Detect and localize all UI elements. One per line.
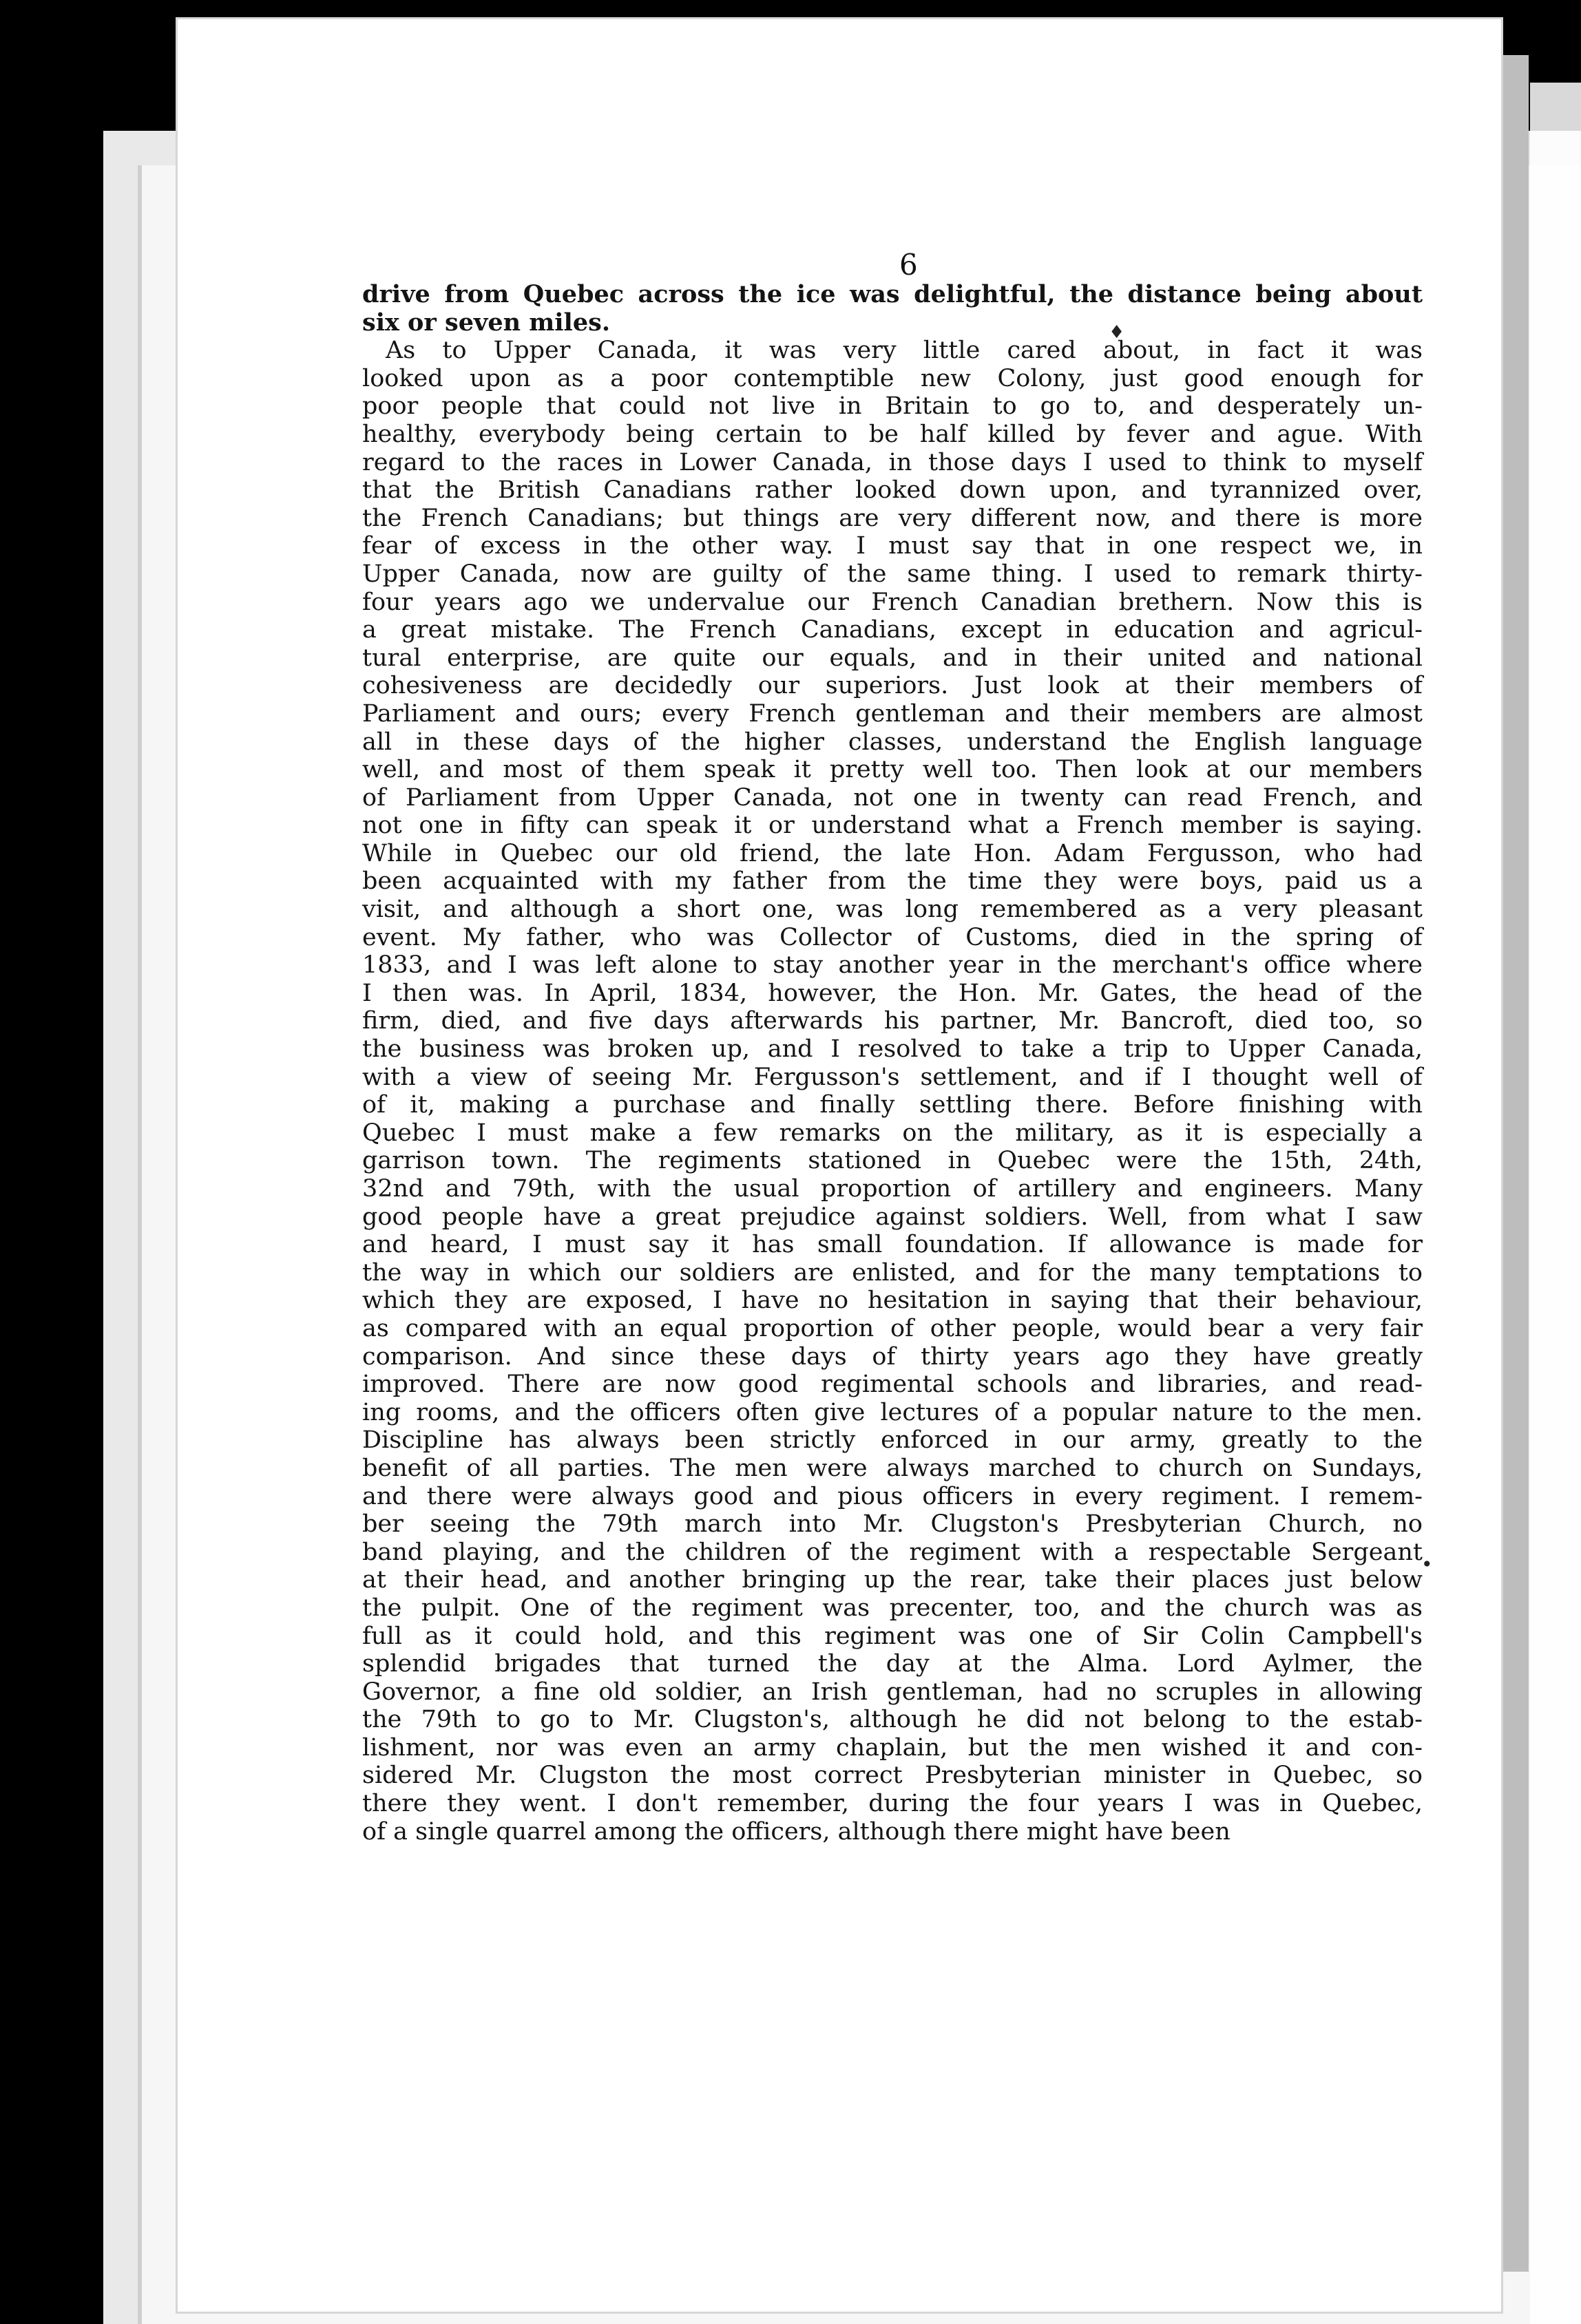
text-line: ing rooms, and the officers often give lectures of a popular nature to the men.: [362, 1398, 1423, 1426]
text-line: comparison. And since these days of thirty years ago they have greatly: [362, 1342, 1423, 1371]
text-line: four years ago we undervalue our French Canadian brethern. Now this is: [362, 588, 1423, 616]
text-line: well, and most of them speak it pretty well too. Then look at our members: [362, 756, 1423, 784]
text-line: Parliament and ours; every French gentleman and their members are almost: [362, 699, 1423, 728]
text-line: visit, and although a short one, was long remembered as a very pleasant: [362, 896, 1423, 924]
text-line: drive from Quebec across the ice was delightful, the distance being about: [362, 280, 1423, 308]
text-line: garrison town. The regiments stationed in Quebec were the 15th, 24th,: [362, 1147, 1423, 1175]
text-line: firm, died, and five days afterwards his partner, Mr. Bancroft, died too, so: [362, 1007, 1423, 1035]
page-number: 6: [899, 248, 918, 282]
text-line: event. My father, who was Collector of Customs, died in the spring of: [362, 923, 1423, 951]
text-line: poor people that could not live in Britain to go to, and desperately un-: [362, 392, 1423, 421]
text-line: that the British Canadians rather looked down upon, and tyrannized over,: [362, 476, 1423, 505]
text-line: Quebec I must make a few remarks on the military, as it is especially a: [362, 1119, 1423, 1147]
text-line: the French Canadians; but things are very different now, and there is more: [362, 504, 1423, 532]
text-line: While in Quebec our old friend, the late Hon. Adam Fergusson, who had: [362, 839, 1423, 867]
text-line: Discipline has always been strictly enforced in our army, greatly to the: [362, 1426, 1423, 1455]
body-text: [362, 281, 1423, 1846]
text-line: 1833, and I was left alone to stay another year in the merchant's office where: [362, 951, 1423, 980]
text-line: all in these days of the higher classes, understand the English language: [362, 728, 1423, 756]
text-line: cohesiveness are decidedly our superiors. Just look at their members of: [362, 672, 1423, 700]
text-line: a great mistake. The French Canadians, except in education and agricul-: [362, 616, 1423, 644]
text-line: improved. There are now good regimental schools and libraries, and read-: [362, 1371, 1423, 1399]
text-line: six or seven miles.: [362, 308, 611, 337]
text-line: tural enterprise, are quite our equals, and in their united and national: [362, 644, 1423, 672]
text-line: with a view of seeing Mr. Fergusson's settlement, and if I thought well of: [362, 1063, 1423, 1091]
text-line: fear of excess in the other way. I must say that in one respect we, in: [362, 532, 1423, 560]
text-line: the pulpit. One of the regiment was precenter, too, and the church was as: [362, 1594, 1423, 1622]
text-line: looked upon as a poor contemptible new Colony, just good enough for: [362, 364, 1423, 392]
text-line: As to Upper Canada, it was very little cared about, in fact it was: [386, 337, 1423, 365]
stray-ink-mark: ♦: [1109, 322, 1125, 343]
text-line: of a single quarrel among the officers, although there might have been: [362, 1817, 1231, 1846]
text-line: the business was broken up, and I resolved to take a trip to Upper Canada,: [362, 1035, 1423, 1064]
text-line: the 79th to go to Mr. Clugston's, although he did not belong to the estab-: [362, 1706, 1423, 1734]
text-line: band playing, and the children of the regiment with a respectable Sergeant: [362, 1538, 1423, 1566]
text-line: the way in which our soldiers are enlisted, and for the many temptations to: [362, 1258, 1423, 1287]
text-line: been acquainted with my father from the time they were boys, paid us a: [362, 867, 1423, 896]
text-line: Governor, a fine old soldier, an Irish gentleman, had no scruples in allowing: [362, 1678, 1423, 1706]
text-line: full as it could hold, and this regiment was one of Sir Colin Campbell's: [362, 1622, 1423, 1650]
text-line: sidered Mr. Clugston the most correct Presbyterian minister in Quebec, so: [362, 1762, 1423, 1790]
text-line: lishment, nor was even an army chaplain, but the men wished it and con-: [362, 1733, 1423, 1762]
text-line: at their head, and another bringing up the rear, take their places just below: [362, 1566, 1423, 1594]
text-line: splendid brigades that turned the day at the Alma. Lord Aylmer, the: [362, 1650, 1423, 1678]
text-line: Upper Canada, now are guilty of the same thing. I used to remark thirty-: [362, 560, 1423, 588]
text-line: which they are exposed, I have no hesitation in saying that their behaviour,: [362, 1287, 1423, 1315]
text-line: benefit of all parties. The men were always marched to church on Sundays,: [362, 1454, 1423, 1482]
text-line: not one in fifty can speak it or understand what a French member is saying.: [362, 812, 1423, 840]
text-line: ber seeing the 79th march into Mr. Clugston's Presbyterian Church, no: [362, 1510, 1423, 1539]
text-line: healthy, everybody being certain to be half killed by fever and ague. With: [362, 420, 1423, 448]
text-line: and there were always good and pious officers in every regiment. I remem-: [362, 1482, 1423, 1510]
text-line: I then was. In April, 1834, however, the Hon. Mr. Gates, the head of the: [362, 979, 1423, 1007]
page-edge-shadow: [1501, 55, 1529, 2272]
text-line: regard to the races in Lower Canada, in those days I used to think to myself: [362, 448, 1423, 476]
text-line: and heard, I must say it has small foundation. If allowance is made for: [362, 1231, 1423, 1259]
text-line: 32nd and 79th, with the usual proportion of artillery and engineers. Many: [362, 1175, 1423, 1203]
adjacent-page-edge: [1530, 83, 1581, 2324]
stray-ink-mark: •: [1421, 1553, 1433, 1576]
text-line: of it, making a purchase and finally settling there. Before finishing with: [362, 1091, 1423, 1119]
text-line: of Parliament from Upper Canada, not one in twenty can read French, and: [362, 783, 1423, 812]
text-line: good people have a great prejudice against soldiers. Well, from what I saw: [362, 1203, 1423, 1231]
text-line: as compared with an equal proportion of other people, would bear a very fair: [362, 1314, 1423, 1342]
text-line: there they went. I don't remember, during the four years I was in Quebec,: [362, 1790, 1423, 1818]
